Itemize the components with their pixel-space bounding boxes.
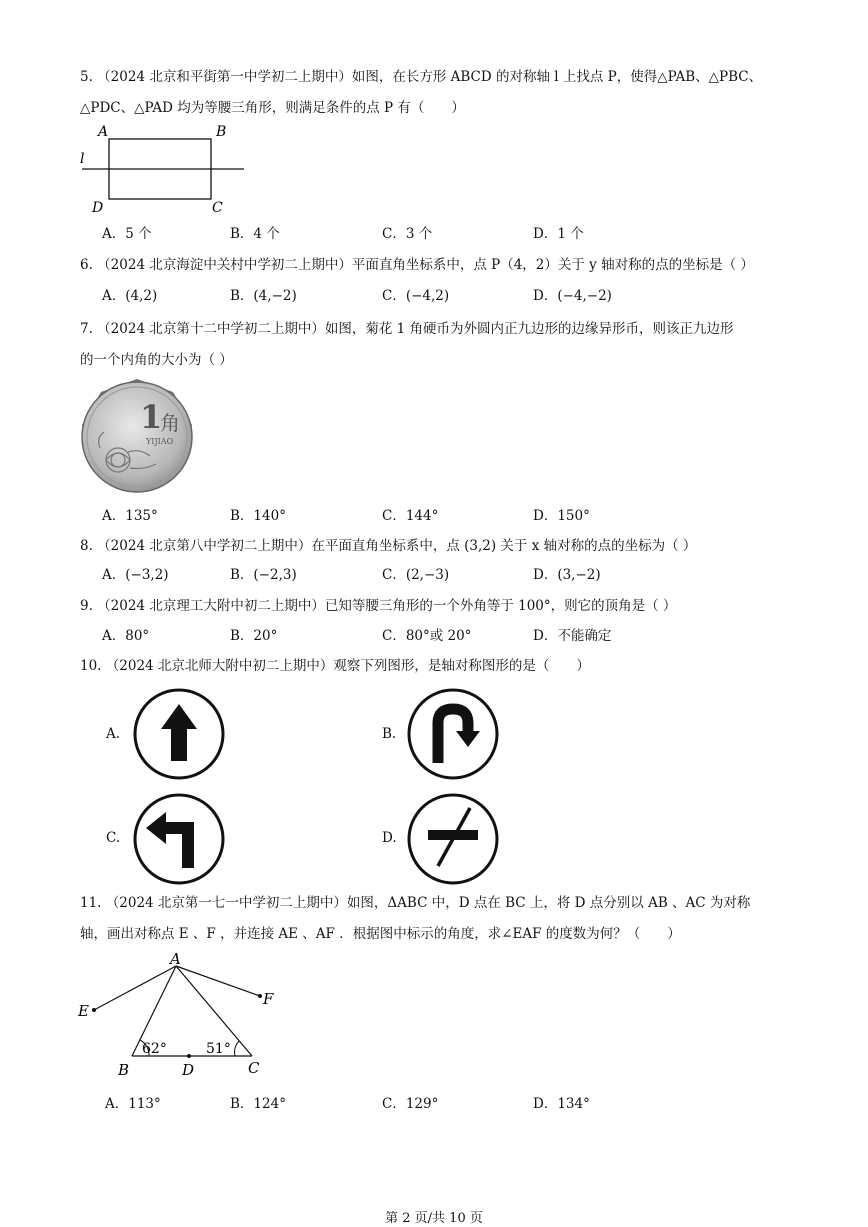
q6-option-c[interactable]: C．(−4,2) <box>382 288 450 304</box>
q10-option-b-label[interactable]: B. <box>382 726 397 742</box>
q6-option-d[interactable]: D．(−4,−2) <box>533 288 612 304</box>
q7-option-d[interactable]: D．150° <box>533 508 590 524</box>
q7-option-c[interactable]: C．144° <box>382 508 439 524</box>
q6-option-a[interactable]: A．(4,2) <box>102 288 158 304</box>
label-b: B <box>118 1061 130 1079</box>
q7-stem-line1: 7. （2024 北京第十二中学初二上期中）如图，菊花 1 角硬币为外圆内正九边形的边缘异形币，则该正九边形 <box>80 321 734 337</box>
q11-option-b[interactable]: B．124° <box>230 1096 286 1112</box>
q9-option-a[interactable]: A．80° <box>102 628 150 644</box>
q9-option-b[interactable]: B．20° <box>230 628 278 644</box>
q11-stem-line1: 11. （2024 北京第一七一中学初二上期中）如图，ΔABC 中，D 点在 BC 上，将 D 点分别以 AB 、AC 为对称 <box>80 895 751 911</box>
q9-option-d[interactable]: D．不能确定 <box>533 628 612 644</box>
angle-b-label: 62° <box>142 1041 167 1057</box>
left-turn-sign-icon[interactable] <box>132 792 226 886</box>
label-f: F <box>263 990 274 1008</box>
q11-triangle-figure <box>76 952 276 1080</box>
q8-stem: 8. （2024 北京第八中学初二上期中）在平面直角坐标系中，点 (3,2) 关于 x 轴对称的点的坐标为（ ） <box>80 538 697 554</box>
coin-character: 角 <box>160 411 180 435</box>
q5-option-b[interactable]: B．4 个 <box>230 226 280 242</box>
q5-option-a[interactable]: A．5 个 <box>102 226 152 242</box>
coin-digit: 1 <box>140 398 163 436</box>
coin-image <box>78 378 198 496</box>
q7-option-b[interactable]: B．140° <box>230 508 286 524</box>
q11-stem-line2: 轴，画出对称点 E 、F ，并连接 AE 、AF ．根据图中标示的角度，求∠EAF 的度数为何？（ ） <box>80 926 681 942</box>
q11-option-c[interactable]: C．129° <box>382 1096 439 1112</box>
no-passing-sign-icon[interactable] <box>406 792 500 886</box>
q10-option-d-label[interactable]: D. <box>382 830 397 846</box>
q7-option-a[interactable]: A．135° <box>102 508 158 524</box>
straight-arrow-sign-icon[interactable] <box>132 687 226 781</box>
q5-option-c[interactable]: C．3 个 <box>382 226 433 242</box>
label-d: D <box>182 1061 195 1079</box>
q8-option-c[interactable]: C．(2,−3) <box>382 567 450 583</box>
label-e: E <box>78 1002 89 1020</box>
q8-option-d[interactable]: D．(3,−2) <box>533 567 601 583</box>
coin-pinyin: YIJIAO <box>146 437 174 446</box>
q6-option-b[interactable]: B．(4,−2) <box>230 288 297 304</box>
q6-stem: 6. （2024 北京海淀中关村中学初二上期中）平面直角坐标系中，点 P（4，2）关于 y 轴对称的点的坐标是（ ） <box>80 257 754 273</box>
q5-option-d[interactable]: D．1 个 <box>533 226 584 242</box>
label-c: C <box>248 1059 260 1077</box>
label-c: C <box>212 200 223 216</box>
label-b: B <box>216 124 227 140</box>
q10-stem: 10. （2024 北京北师大附中初二上期中）观察下列图形，是轴对称图形的是（ ） <box>80 658 590 674</box>
u-turn-sign-icon[interactable] <box>406 687 500 781</box>
q9-stem: 9. （2024 北京理工大附中初二上期中）已知等腰三角形的一个外角等于 100°，则它的顶角是（ ） <box>80 598 677 614</box>
q5-stem-line2: △PDC、△PAD 均为等腰三角形，则满足条件的点 P 有（ ） <box>80 100 465 116</box>
label-l: l <box>80 151 85 167</box>
q11-option-a[interactable]: A．113° <box>105 1096 161 1112</box>
q8-option-a[interactable]: A．(−3,2) <box>102 567 169 583</box>
label-a: A <box>98 124 109 140</box>
q8-option-b[interactable]: B．(−2,3) <box>230 567 297 583</box>
label-d: D <box>92 200 104 216</box>
q11-option-d[interactable]: D．134° <box>533 1096 590 1112</box>
page-number: 第 2 页/共 10 页 <box>385 1211 483 1226</box>
label-a: A <box>170 952 181 968</box>
q5-stem-line1: 5. （2024 北京和平街第一中学初二上期中）如图，在长方形 ABCD 的对称轴 l 上找点 P，使得△PAB、△PBC、 <box>80 69 763 85</box>
q10-option-a-label[interactable]: A. <box>106 726 121 742</box>
q9-option-c[interactable]: C．80°或 20° <box>382 628 472 644</box>
q7-stem-line2: 的一个内角的大小为（ ） <box>80 352 233 368</box>
angle-c-label: 51° <box>206 1041 231 1057</box>
q5-rectangle-figure <box>78 124 253 216</box>
q10-option-c-label[interactable]: C. <box>106 830 121 846</box>
